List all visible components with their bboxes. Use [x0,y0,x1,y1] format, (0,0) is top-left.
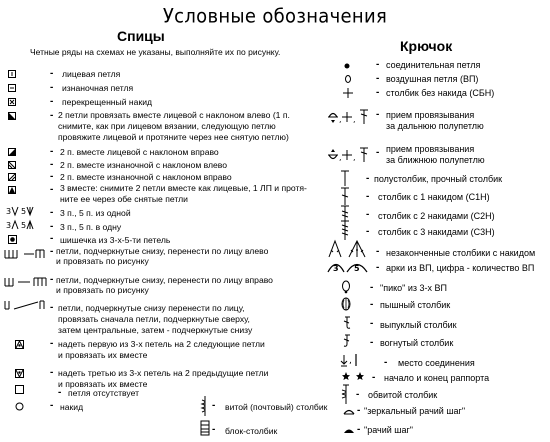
svg-text:,: , [349,356,352,366]
legend-text: провязать сначала петли, подчеркнутые сверху, [58,314,250,324]
legend-text: 3 п., 5 п. из одной [60,208,131,218]
svg-text:,: , [353,115,356,124]
legend-text: и провязать по рисунку [56,256,149,266]
crab-stitch-icon [343,426,355,434]
legend-text: столбик без накида (СБН) [386,88,495,98]
crossed-yarn-over-icon [8,98,16,106]
legend-text: изнаночная петля [62,83,134,93]
svg-text:5: 5 [21,207,27,216]
yarn-over-icon [15,402,25,412]
legend-text: витой (почтовый) столбик [225,402,328,412]
knit-stitch-icon [8,70,16,78]
legend-text: полустолбик, прочный столбик [374,174,503,184]
legend-text: лицевая петля [62,69,121,79]
join-point-icon [340,352,366,368]
legend-text: затем центральные, затем - подчеркнутые снизу [58,325,253,335]
legend-text: арки из ВП, цифра - количество ВП [386,263,535,273]
legend-text: вогнутый столбик [380,338,454,348]
cable-left-icon [4,248,50,260]
slip-stitch-icon [343,62,351,70]
svg-text:3: 3 [6,221,12,230]
three-from-one-icon [6,205,42,217]
legend-text: 2 п. вместе изнаночной с наклоном влево [60,160,228,170]
p2tog-right-icon [8,173,16,181]
legend-text: соединительная петля [386,60,481,70]
legend-text: "рачий шаг" [364,425,413,435]
double-crochet-icon [340,187,350,205]
legend-text: прием провязывания [386,110,475,120]
legend-text: 3 п., 5 п. в одну [60,222,122,232]
cluster-icon [327,240,369,258]
bobble-icon [8,235,17,244]
legend-text: петли, подчеркнутые снизу перенести по лицу, [58,303,245,313]
legend-text: столбик с 2 накидами (С2Н) [378,211,495,221]
legend-text: выпуклый столбик [380,320,457,330]
legend-text: 2 п. вместе изнаночной с наклоном вправо [60,172,232,182]
legend-text: снимите, как при лицевом вязании, следующую петлю [58,121,276,131]
legend-text: 2 п. вместе лицевой с наклоном вправо [60,147,219,157]
legend-text: место соединения [398,358,475,368]
chain-stitch-icon [343,75,353,83]
legend-text: 2 петли провязать вместе лицевой с наклоном влево (1 п. [58,110,290,120]
twisted-stitch-icon [199,396,211,416]
wrap-left-icon [15,340,24,349]
p2tog-left-icon [8,161,16,169]
legend-text: пышный столбик [380,300,451,310]
no-stitch-icon [15,385,24,394]
legend-text: за ближнюю полупетлю [386,155,485,165]
raised-stitch-icon [342,316,352,330]
legend-text: за дальнюю полупетлю [386,121,484,131]
sunken-stitch-icon [342,334,352,348]
legend-text: начало и конец раппорта [384,373,490,383]
svg-text:,: , [353,153,356,162]
single-crochet-icon [343,88,353,98]
k2tog-left-icon [8,112,16,120]
legend-text: надеть третью из 3-х петель на 2 предыдущие петли [58,368,269,378]
legend-text: и провязать по рисунку [56,285,149,295]
picot-icon [341,280,351,294]
legend-text: 3 вместе: снимите 2 петли вместе как лицевые, 1 ЛП и протя- [60,183,307,193]
double-treble-icon [340,220,350,240]
svg-text:5: 5 [21,221,27,230]
block-stitch-icon [199,420,211,436]
legend-text: столбик с 3 накидами (С3Н) [378,227,495,237]
sk2p-icon [8,186,16,194]
front-loop-icon [328,146,372,164]
k2tog-right-icon [8,148,16,156]
svg-text:5: 5 [354,264,360,273]
cable-complex-icon [4,299,50,311]
knitting-note: Четные ряды на схемах не указаны, выполняйте их по рисунку. [30,47,281,57]
svg-text:,: , [339,153,342,162]
legend-text: надеть первую из 3-х петель на 2 следующие петли [58,339,265,349]
legend-text: незаконченные столбики с накидом [386,248,536,258]
svg-text:,: , [339,115,342,124]
legend-text: петли, подчеркнутые снизу, перенести по лицу влево [56,246,269,256]
back-loop-icon [328,108,372,126]
legend-text: и провязать их вместе [58,379,148,389]
svg-text:3: 3 [333,264,339,273]
wrapped-stitch-icon [340,384,352,404]
legend-text: накид [60,402,84,412]
legend-text: обвитой столбик [368,390,438,400]
three-into-one-icon [6,219,42,231]
legend-text: блок-столбик [225,426,278,436]
legend-text: шишечка из 3-х-5-ти петель [60,235,171,245]
legend-text: петля отсутствует [68,388,140,398]
chain-arch-icon [327,259,369,273]
wrap-right-icon [15,369,24,378]
legend-text: и провязать их вместе [58,350,148,360]
legend-text: провяжите лицевой и протяните через нее снятую петлю) [58,132,289,142]
legend-text: ните ее через обе снятые петли [60,194,188,204]
legend-text: "зеркальный рачий шаг" [364,406,466,416]
repeat-marker-icon [342,372,368,382]
crochet-heading: Крючок [400,38,453,54]
purl-stitch-icon [8,84,16,92]
reverse-crab-icon [343,407,355,415]
knitting-heading: Спицы [117,28,165,44]
puff-stitch-icon [341,297,351,311]
legend-text: петли, подчеркнутые снизу, перенести по лицу вправо [56,275,273,285]
page-title: Условные обозначения [162,5,388,28]
svg-text:3: 3 [6,207,12,216]
cable-right-icon [4,276,52,288]
legend-text: прием провязывания [386,144,475,154]
legend-text: перекрещенный накид [62,97,153,107]
half-double-icon [340,170,350,186]
legend-text: воздушная петля (ВП) [386,74,479,84]
legend-text: "пико" из 3-х ВП [380,283,447,293]
legend-text: столбик с 1 накидом (С1Н) [378,192,490,202]
